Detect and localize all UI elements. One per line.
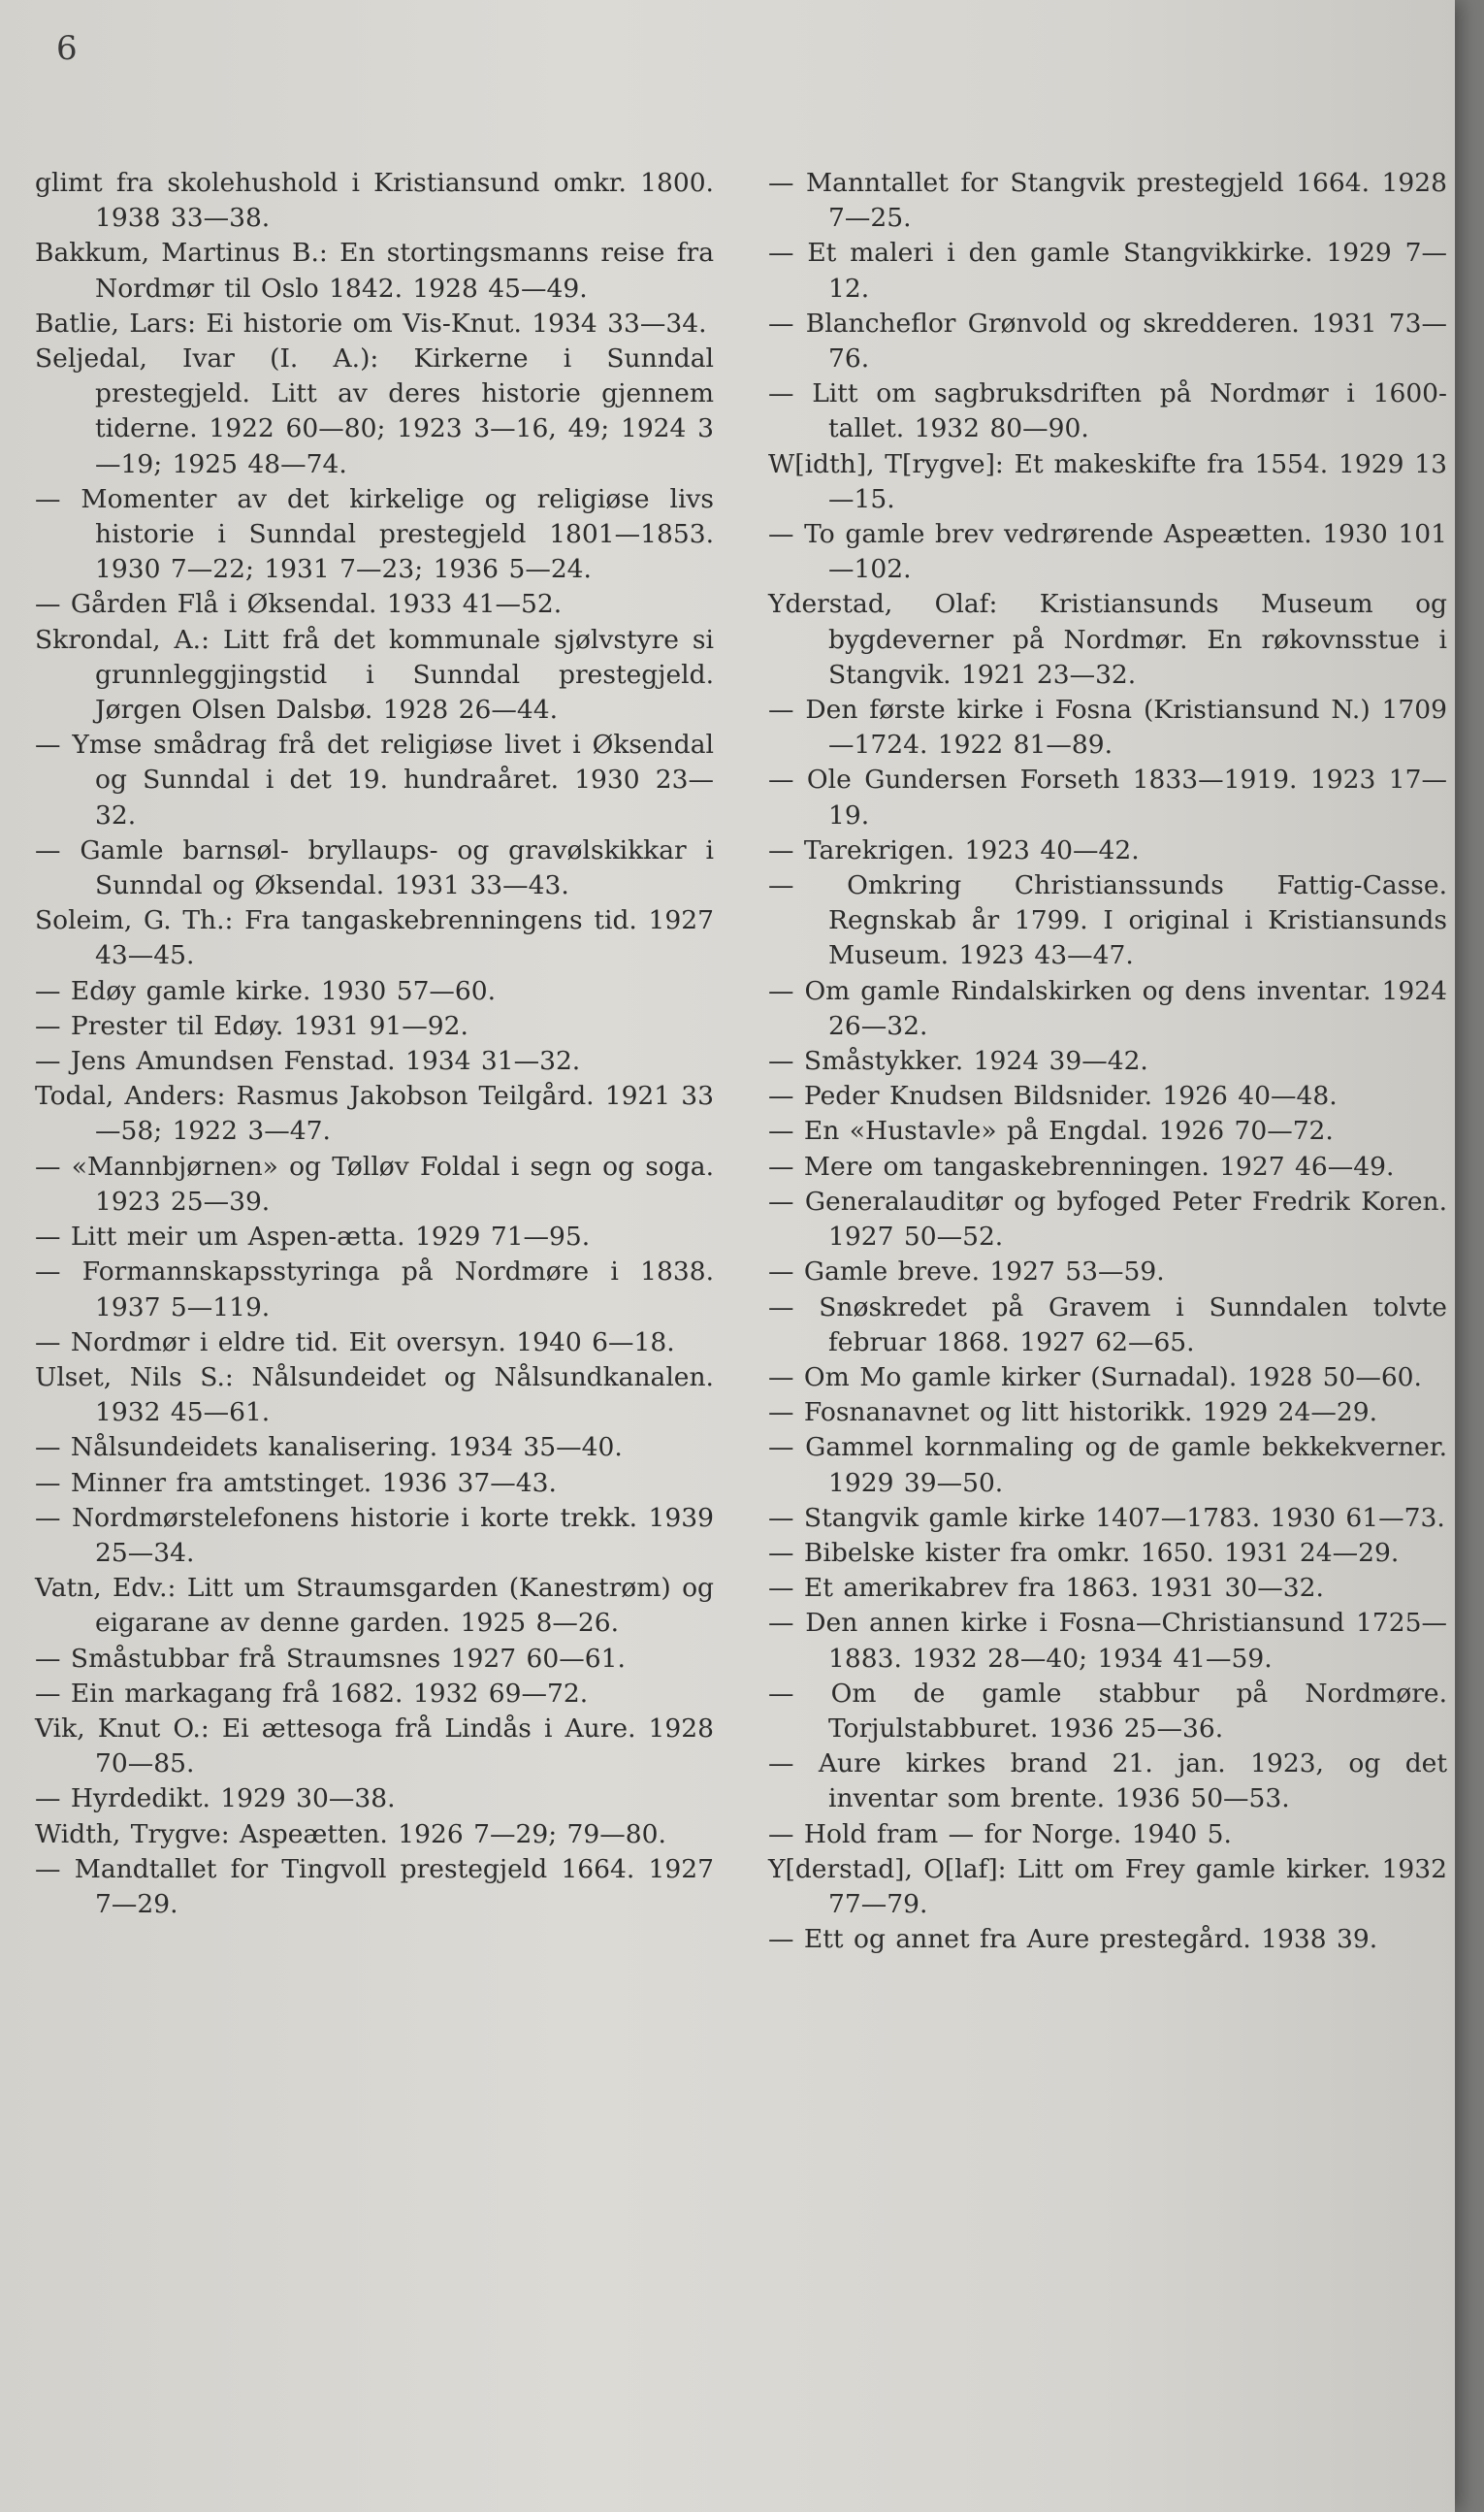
index-entry: — Fosnanavnet og litt historikk. 1929 24—29. <box>768 1397 1378 1428</box>
index-entry: Batlie, Lars: Ei historie om Vis-Knut. 1934 33—34. <box>35 308 707 339</box>
index-entry: glimt fra skolehushold i Kristiansund omkr. 1800. 1938 33—38. <box>35 168 714 234</box>
index-entry: W[idth], T[rygve]: Et makeskifte fra 1554. 1929 13—15. <box>768 448 1447 514</box>
index-entry: — Blancheflor Grønvold og skredderen. 1931 73—76. <box>768 308 1447 375</box>
index-entry: — Snøskredet på Gravem i Sunndalen tolvte februar 1868. 1927 62—65. <box>768 1291 1447 1357</box>
index-entry: — Den annen kirke i Fosna—Christiansund 1725—1883. 1932 28—40; 1934 41—59. <box>768 1608 1447 1674</box>
index-entry: — Gamle breve. 1927 53—59. <box>768 1256 1165 1288</box>
index-entry: — Den første kirke i Fosna (Kristiansund N.) 1709—1724. 1922 81—89. <box>768 695 1447 761</box>
index-entry: Bakkum, Martinus B.: En stortingsmanns reise fra Nordmør til Oslo 1842. 1928 45—49. <box>35 238 714 304</box>
index-entry: — Et amerikabrev fra 1863. 1931 30—32. <box>768 1573 1324 1604</box>
index-entry: — Ett og annet fra Aure prestegård. 1938 39. <box>768 1924 1378 1955</box>
index-entry: — Formannskapsstyringa på Nordmøre i 1838. 1937 5—119. <box>35 1256 714 1322</box>
index-entry: — Gammel kornmaling og de gamle bekkekverner. 1929 39—50. <box>768 1432 1447 1498</box>
index-entry: — Et maleri i den gamle Stangvikkirke. 1929 7—12. <box>768 238 1447 304</box>
index-entry: Yderstad, Olaf: Kristiansunds Museum og bygdeverner på Nordmør. En røkovnsstue i Stangvik. 1921 23—32. <box>768 589 1447 690</box>
index-entry: — Manntallet for Stangvik prestegjeld 1664. 1928 7—25. <box>768 168 1447 234</box>
index-column-left <box>35 165 714 1922</box>
index-entry: Soleim, G. Th.: Fra tangaskebrenningens tid. 1927 43—45. <box>35 905 714 971</box>
index-entry: — Aure kirkes brand 21. jan. 1923, og det inventar som brente. 1936 50—53. <box>768 1748 1447 1814</box>
index-entry: — Nordmørstelefonens historie i korte trekk. 1939 25—34. <box>35 1502 714 1568</box>
index-entry: — To gamle brev vedrørende Aspeætten. 1930 101—102. <box>768 519 1447 585</box>
index-entry: — Momenter av det kirkelige og religiøse livs historie i Sunndal prestegjeld 1801—1853. 1930 7—22; 1931 7—23; 1936 5—24. <box>35 483 714 585</box>
index-entry: — Om gamle Rindalskirken og dens inventar. 1924 26—32. <box>768 975 1447 1041</box>
index-entry: — Peder Knudsen Bildsnider. 1926 40—48. <box>768 1081 1338 1112</box>
index-entry: — Bibelske kister fra omkr. 1650. 1931 24—29. <box>768 1537 1400 1568</box>
index-entry: — Jens Amundsen Fenstad. 1934 31—32. <box>35 1046 581 1077</box>
index-entry: — Ole Gundersen Forseth 1833—1919. 1923 17—19. <box>768 765 1447 831</box>
index-entry: — Edøy gamle kirke. 1930 57—60. <box>35 975 497 1006</box>
index-entry: Y[derstad], O[laf]: Litt om Frey gamle kirker. 1932 77—79. <box>768 1853 1447 1919</box>
index-entry: — Litt om sagbruksdriften på Nordmør i 1600-tallet. 1932 80—90. <box>768 378 1447 444</box>
index-entry: Skrondal, A.: Litt frå det kommunale sjølvstyre si grunnleggjingstid i Sunndal prestegjeld. Jørgen Olsen Dalsbø. 1928 26—44. <box>35 624 714 726</box>
page-number: 6 <box>56 29 78 68</box>
index-entry: — Hyrdedikt. 1929 30—38. <box>35 1783 396 1814</box>
index-entry: — Om Mo gamle kirker (Surnadal). 1928 50—60. <box>768 1361 1422 1392</box>
index-entry: — Nordmør i eldre tid. Eit oversyn. 1940 6—18. <box>35 1326 675 1357</box>
index-entry: — Gamle barnsøl- bryllaups- og gravølskikkar i Sunndal og Øksendal. 1931 33—43. <box>35 834 714 901</box>
index-entry: — Om de gamle stabbur på Nordmøre. Torjulstabburet. 1936 25—36. <box>768 1678 1447 1744</box>
index-entry: — Tarekrigen. 1923 40—42. <box>768 834 1140 865</box>
index-entry: — Mere om tangaskebrenningen. 1927 46—49. <box>768 1151 1395 1182</box>
index-entry: — Omkring Christianssunds Fattig-Casse. Regnskab år 1799. I original i Kristiansunds Museum. 1923 43—47. <box>768 870 1447 971</box>
index-entry: Seljedal, Ivar (I. A.): Kirkerne i Sunndal prestegjeld. Litt av deres historie gjennem tiderne. 1922 60—80; 1923 3—16, 49; 1924 3—19; 1925 48—74. <box>35 343 714 479</box>
index-entry: — Mandtallet for Tingvoll prestegjeld 1664. 1927 7—29. <box>35 1853 714 1919</box>
index-entry: Todal, Anders: Rasmus Jakobson Teilgård. 1921 33—58; 1922 3—47. <box>35 1081 714 1147</box>
index-entry: — Prester til Edøy. 1931 91—92. <box>35 1010 468 1041</box>
index-entry: — Småstykker. 1924 39—42. <box>768 1046 1148 1077</box>
index-entry: — Generalauditør og byfoged Peter Fredrik Koren. 1927 50—52. <box>768 1186 1447 1253</box>
index-entry: — «Mannbjørnen» og Tølløv Foldal i segn og soga. 1923 25—39. <box>35 1151 714 1217</box>
index-entry: — Gården Flå i Øksendal. 1933 41—52. <box>35 589 563 620</box>
index-column-right <box>768 165 1447 1957</box>
index-entry: — Hold fram — for Norge. 1940 5. <box>768 1818 1232 1849</box>
index-entry: Vik, Knut O.: Ei ættesoga frå Lindås i Aure. 1928 70—85. <box>35 1713 714 1779</box>
index-entry: — Småstubbar frå Straumsnes 1927 60—61. <box>35 1643 626 1674</box>
index-entry: Width, Trygve: Aspeætten. 1926 7—29; 79—80. <box>35 1818 666 1849</box>
index-entry: — Nålsundeidets kanalisering. 1934 35—40. <box>35 1432 623 1463</box>
index-entry: — Litt meir um Aspen-ætta. 1929 71—95. <box>35 1222 591 1253</box>
index-entry: — En «Hustavle» på Engdal. 1926 70—72. <box>768 1116 1334 1147</box>
index-entry: Ulset, Nils S.: Nålsundeidet og Nålsundkanalen. 1932 45—61. <box>35 1361 714 1428</box>
index-entry: — Ymse smådrag frå det religiøse livet i Øksendal og Sunndal i det 19. hundraåret. 1930 23—32. <box>35 730 714 831</box>
index-entry: — Stangvik gamle kirke 1407—1783. 1930 61—73. <box>768 1502 1445 1533</box>
index-entry: — Minner fra amtstinget. 1936 37—43. <box>35 1467 557 1498</box>
index-entry: Vatn, Edv.: Litt um Straumsgarden (Kanestrøm) og eigarane av denne garden. 1925 8—26. <box>35 1573 714 1639</box>
index-entry: — Ein markagang frå 1682. 1932 69—72. <box>35 1678 589 1709</box>
